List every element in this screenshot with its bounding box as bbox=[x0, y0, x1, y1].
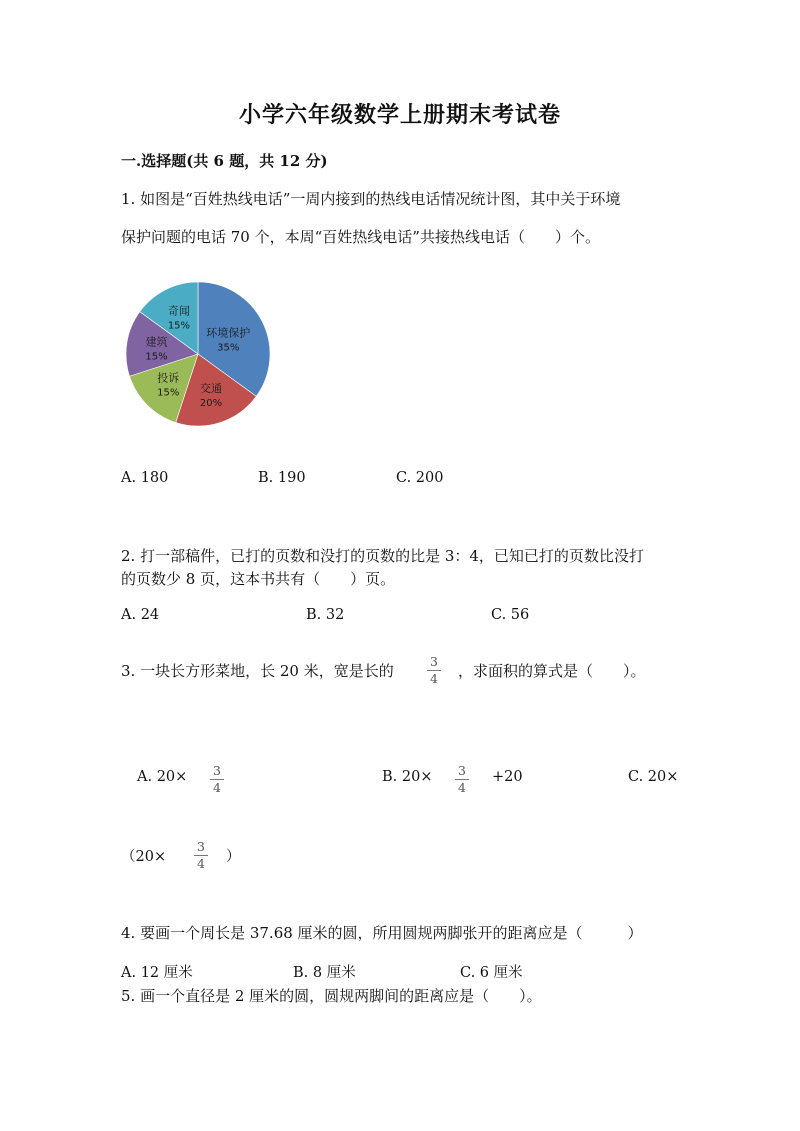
question-4-option-a[interactable]: A. 12 厘米 bbox=[121, 965, 193, 981]
question-3-option-a[interactable]: A. 20× bbox=[137, 769, 188, 785]
question-3-option-a-fraction bbox=[207, 763, 227, 796]
pie-slice-percent-0: 35% bbox=[217, 342, 240, 354]
fraction-numerator: 3 bbox=[213, 763, 221, 778]
question-3-option-b-suffix: +20 bbox=[492, 769, 523, 785]
pie-slice-label-2: 投诉 bbox=[157, 371, 180, 385]
question-3-option-c-close: ） bbox=[226, 849, 241, 865]
question-1-line-2: 保护问题的电话 70 个，本周“百姓热线电话”共接热线电话（ ）个。 bbox=[121, 228, 600, 246]
question-3-option-c-continued: （20× bbox=[121, 849, 167, 865]
question-3-text-after: ，求面积的算式是（ ）。 bbox=[458, 662, 646, 680]
pie-slice-percent-1: 20% bbox=[199, 397, 223, 409]
pie-slice-label-3: 建筑 bbox=[145, 335, 168, 349]
fraction-denominator: 4 bbox=[197, 856, 205, 871]
question-1-option-c[interactable]: C. 200 bbox=[396, 470, 444, 486]
page-title: 小学六年级数学上册期末考试卷 bbox=[238, 102, 561, 128]
question-4-option-c[interactable]: C. 6 厘米 bbox=[460, 965, 523, 981]
question-5-line-1: 5. 画一个直径是 2 厘米的圆，圆规两脚间的距离应是（ ）。 bbox=[121, 987, 542, 1005]
fraction-numerator: 3 bbox=[458, 763, 466, 778]
question-1-option-b[interactable]: B. 190 bbox=[258, 470, 306, 486]
pie-slice-label-0: 环境保护 bbox=[206, 326, 251, 340]
question-2-line-2: 的页数少 8 页，这本书共有（ ）页。 bbox=[121, 570, 396, 588]
question-1-option-a[interactable]: A. 180 bbox=[121, 470, 169, 486]
question-2-option-c[interactable]: C. 56 bbox=[491, 607, 530, 623]
question-2-option-b[interactable]: B. 32 bbox=[306, 607, 345, 623]
question-2-option-a[interactable]: A. 24 bbox=[121, 607, 160, 623]
fraction-numerator: 3 bbox=[197, 839, 205, 854]
question-3-option-b-fraction bbox=[452, 763, 472, 796]
pie-slice-label-4: 奇闻 bbox=[167, 304, 190, 318]
fraction-denominator: 4 bbox=[430, 671, 438, 686]
fraction-denominator: 4 bbox=[213, 780, 221, 795]
pie-slice-percent-2: 15% bbox=[157, 387, 180, 399]
pie-chart bbox=[118, 274, 278, 434]
pie-slice-label-1: 交通 bbox=[199, 381, 222, 395]
fraction-numerator: 3 bbox=[430, 654, 438, 669]
fraction-denominator: 4 bbox=[458, 780, 466, 795]
question-1-line-1: 1. 如图是“百姓热线电话”一周内接到的热线电话情况统计图，其中关于环境 bbox=[121, 190, 621, 208]
question-4-line-1: 4. 要画一个周长是 37.68 厘米的圆，所用圆规两脚张开的距离应是（ ） bbox=[121, 924, 643, 942]
pie-slice-percent-3: 15% bbox=[145, 351, 168, 363]
pie-slice-percent-4: 15% bbox=[167, 320, 191, 332]
question-3-text-before: 3. 一块长方形菜地，长 20 米，宽是长的 bbox=[121, 662, 394, 680]
section-heading-choice: 一.选择题(共 6 题，共 12 分) bbox=[121, 152, 328, 170]
question-3-fraction bbox=[424, 654, 444, 687]
question-2-line-1: 2. 打一部稿件，已打的页数和没打的页数的比是 3：4，已知已打的页数比没打 bbox=[121, 547, 644, 565]
question-4-option-b[interactable]: B. 8 厘米 bbox=[293, 965, 356, 981]
question-3-option-b[interactable]: B. 20× bbox=[382, 769, 433, 785]
question-3-option-c[interactable]: C. 20× bbox=[628, 769, 679, 785]
question-3-option-c-fraction bbox=[191, 839, 211, 872]
